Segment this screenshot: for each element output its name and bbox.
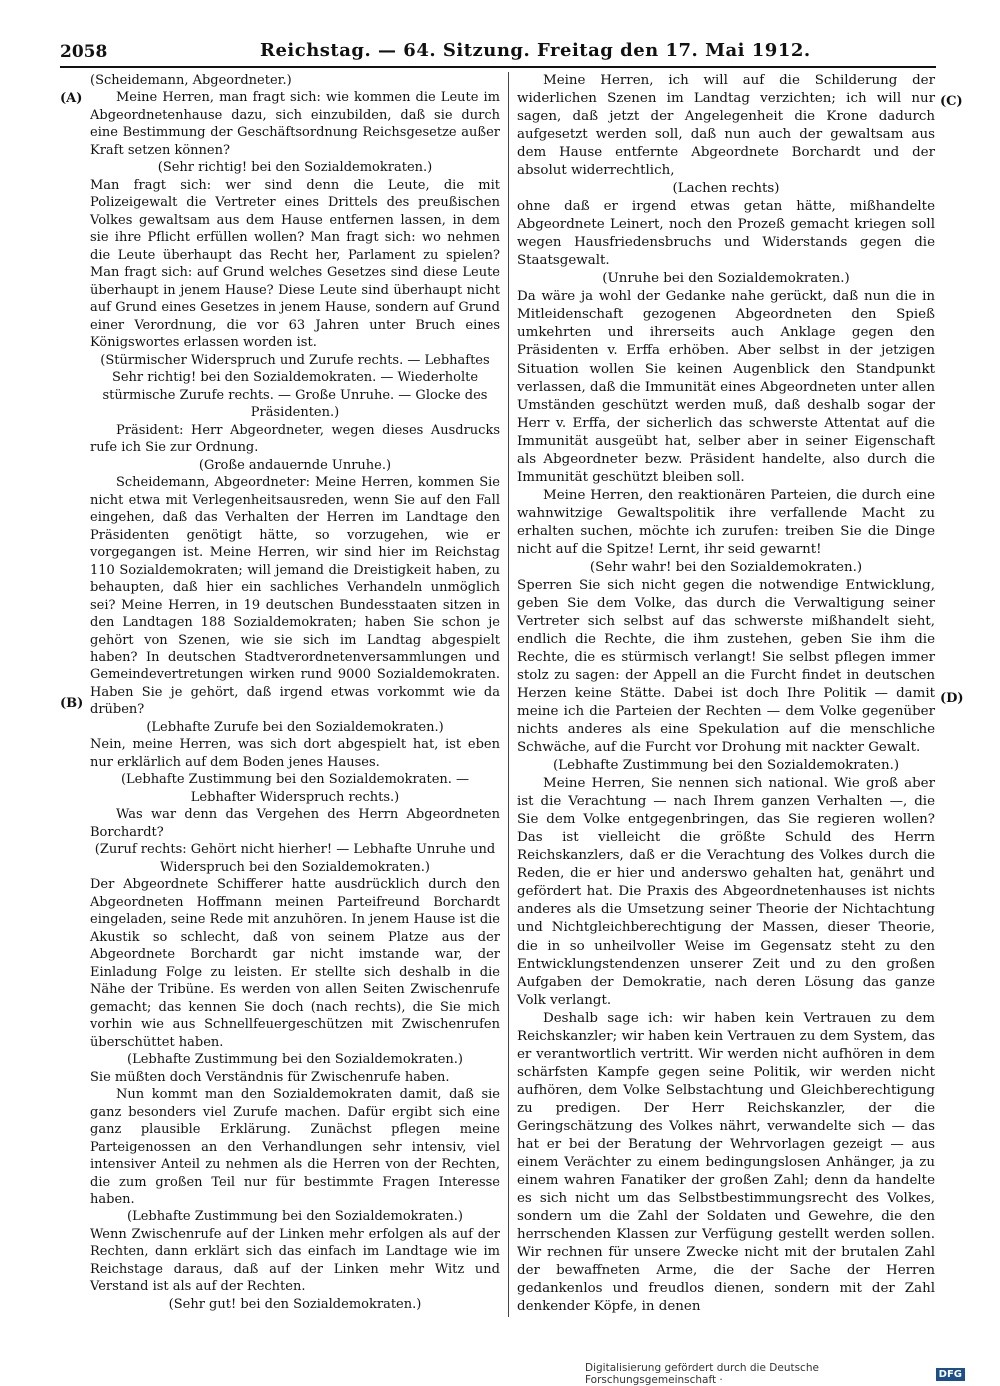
paragraph: Deshalb sage ich: wir haben kein Vertrauen zu dem Reichskanzler; wir haben kein Vertrauen zu dem System, das er verantwortlich vertritt. Wir werden nicht aufhören in dem schärfsten Kampfe gegen seine Politik, wir werden nicht aufhören, dem Volke Selbstachtung und Gleichberechtigung zu predigen. Der Herr Reichskanzler, der die Geringschätzung des Volkes nährt, verwandelte sich — das hat er bei der Beratung der Wehrvorlagen gezeigt — aus einem Verächter zu einem bedingungslosen Anhänger, ja zu einem wahren Fanatiker der großen Zahl; denn da handelte es sich nicht um das Selbstbestimmungsrecht des Volkes, sondern um die Zahl der Soldaten und Gewehre, die den herrschenden Klassen zur Verfügung gestellt werden sollen. Wir rechnen für unsere Zwecke nicht mit der brutalen Zahl der bewaffneten Arme, die der Sache der Herren gedankenlos und freudlos dienen, sondern mit der Zahl denkender Köpfe, in denen bbox=[517, 1010, 935, 1315]
paragraph: Was war denn das Vergehen des Herrn Abgeordneten Borchardt? bbox=[90, 807, 500, 840]
paragraph: Meine Herren, den reaktionären Parteien, die durch eine wahnwitzige Gewaltspolitik ihre verfallende Macht zu erhalten suchen, möchte ich zurufen: treiben Sie die Dinge nicht auf die Spitze! Lernt, ihr seid gewarnt! bbox=[517, 487, 935, 557]
paragraph: Wenn Zwischenrufe auf der Linken mehr erfolgen als auf der Rechten, dann erklärt sich das einfach im Landtage wie im Reichstage daraus, daß auf der Linken mehr Witz und Verstand ist als auf der Rechten. bbox=[90, 1226, 500, 1295]
footer-credit: Digitalisierung gefördert durch die Deutsche Forschungsgemeinschaft · bbox=[585, 1362, 819, 1386]
interjection: (Sehr richtig! bei den Sozialdemokraten.) bbox=[157, 160, 433, 176]
margin-marker-b: (B) bbox=[60, 696, 84, 711]
interjection: (Unruhe bei den Sozialdemokraten.) bbox=[602, 271, 850, 287]
interjection: (Stürmischer Widerspruch und Zurufe rechts. — Lebhaftes Sehr richtig! bei den Sozialdemokraten. — Wiederholte stürmische Zurufe rechts. — Große Unruhe. — Glocke des Präsidenten.) bbox=[100, 352, 490, 421]
paragraph: Man fragt sich: wer sind denn die Leute, die mit Polizeigewalt die Vertreter eines Drittels des preußischen Volkes gewaltsam aus dem Hause entfernen lassen, in dem sie ihre Pflicht erfüllen wollen? Man fragt sich: wo nehmen die Leute überhaupt das Recht her, Parlament zu spielen? Man fragt sich: auf Grund welches Gesetzes sind diese Leute überhaupt in jenem Hause? Diese Leute sind überhaupt nicht auf Grund eines Gesetzes in jenem Hause, sondern auf Grund einer Verordnung, die vor 63 Jahren unter Bruch eines Königswortes erlassen worden ist. bbox=[90, 177, 500, 351]
paragraph: Meine Herren, man fragt sich: wie kommen die Leute im Abgeordnetenhause dazu, sich einzubilden, daß sie durch eine Bestimmung der Geschäftsordnung Reichsgesetze außer Kraft setzen können? bbox=[90, 90, 500, 158]
page-number: 2058 bbox=[60, 42, 108, 62]
paragraph: Präsident: Herr Abgeordneter, wegen dieses Ausdrucks rufe ich Sie zur Ordnung. bbox=[90, 422, 500, 456]
interjection: (Lebhafte Zurufe bei den Sozialdemokraten.) bbox=[146, 719, 444, 735]
left-column bbox=[90, 72, 500, 1313]
interjection: (Lebhafte Zustimmung bei den Sozialdemokraten.) bbox=[552, 758, 900, 774]
interjection: (Sehr wahr! bei den Sozialdemokraten.) bbox=[589, 559, 863, 575]
paragraph: ohne daß er irgend etwas getan hätte, mißhandelte Abgeordnete Leinert, noch den Prozeß gemacht kriegen soll wegen Hausfriedensbruchs und Widerstands gegen die Staatsgewalt. bbox=[517, 199, 935, 269]
interjection: (Große andauernde Unruhe.) bbox=[198, 457, 392, 473]
paragraph: Der Abgeordnete Schifferer hatte ausdrücklich durch den Abgeordneten Hoffmann meinen Parteifreund Borchardt eingeladen, seine Rede mit anzuhören. In jenem Hause ist die Akustik so schlecht, daß von seinem Platze aus der Abgeordnete Borchardt gar nicht imstande war, der Einladung Folge zu leisten. Er stellte sich deshalb in die Nähe der Tribüne. Es werden von allen Seiten Zwischenrufe gemacht; das kennen Sie doch (nach rechts), die Sie mich vorhin wie aus Schnellfeuergeschützen mit Zwischenrufen überschüttet haben. bbox=[90, 877, 500, 1050]
interjection: (Sehr gut! bei den Sozialdemokraten.) bbox=[168, 1296, 422, 1312]
interjection: (Zuruf rechts: Gehört nicht hierher! — Lebhafte Unruhe und Widerspruch bei den Sozialdemokraten.) bbox=[94, 842, 496, 875]
header-rule bbox=[60, 66, 936, 68]
header-title: Reichstag. — 64. Sitzung. Freitag den 17. Mai 1912. bbox=[260, 39, 811, 61]
margin-marker-c: (C) bbox=[940, 94, 963, 109]
paragraph: Da wäre ja wohl der Gedanke nahe gerückt, daß nun die in Mitleidenschaft gezogenen Abgeordneten den Spieß umkehrten und ihrerseits auch Anklage gegen den Präsidenten v. Erffa erhöben. Aber selbst in der jetzigen Situation wollen Sie keinen Augenblick den Standpunkt verlassen, daß die Immunität eines Abgeordneten unter allen Umständen geschützt werden muß, daß deshalb sogar der Herr v. Erffa, der sicherlich das schwerste Attentat auf die Immunität ausgeübt hat, selber aber in seiner Eigenschaft als Abgeordneter bezw. Präsident handelte, also durch die Immunität geschützt bleiben soll. bbox=[517, 289, 935, 485]
paragraph: (Scheidemann, Abgeordneter.) bbox=[90, 73, 292, 88]
paragraph: Meine Herren, ich will auf die Schilderung der widerlichen Szenen im Landtag verzichten; ich will nur sagen, daß jetzt der Angelegenheit die Krone dadurch aufgesetzt werden soll, daß nun auch der gewaltsam aus dem Hause entfernte Abgeordnete Borchardt und der absolut widerrechtlich, bbox=[517, 73, 935, 179]
paragraph: Scheidemann, Abgeordneter: Meine Herren, kommen Sie nicht etwa mit Verlegenheitsausreden, wenn Sie auf den Fall eingehen, daß das Verhalten der Herren im Landtage den Präsidenten genötigt hätte, so vorzugehen, wie er vorgegangen ist. Meine Herren, wir sind hier im Reichstag 110 Sozialdemokraten; will jemand die Dreistigkeit haben, zu behaupten, daß hier ein sachliches Verhandeln unmöglich sei? Meine Herren, in 19 deutschen Bundesstaaten sitzen in den Landtagen 188 Sozialdemokraten; haben Sie schon je gehört von Szenen, wie sie sich im Landtag abgespielt haben? In deutschen Stadtverordnetenversammlungen und Gemeindevertretungen wirken rund 9000 Sozialdemokraten. Haben Sie je gehört, daß irgend etwas vorkommt wie da drüben? bbox=[90, 475, 500, 718]
running-header bbox=[90, 36, 926, 64]
interjection: (Lebhafte Zustimmung bei den Sozialdemokraten.) bbox=[127, 1052, 463, 1068]
footer bbox=[585, 1362, 965, 1386]
dfg-logo: DFG bbox=[936, 1368, 965, 1381]
column-divider bbox=[508, 72, 509, 1317]
paragraph: Sperren Sie sich nicht gegen die notwendige Entwicklung, geben Sie dem Volke, das durch die Verwaltigung seiner Vertreter sich selbst auf das schwerste mißhandelt sieht, endlich die Rechte, die ihm zustehen, geben Sie ihm die Rechte, die es stürmisch verlangt! Sie selbst pflegen immer stolz zu sagen: der Appell an die Furcht findet in deutschen Herzen keine Stätte. Dabei ist doch Ihre Politik — damit meine ich die Parteien der Rechten — dem Volke gegenüber nichts anderes als eine Spekulation auf die menschliche Schwäche, auf die Furcht vor Drohung mit nackter Gewalt. bbox=[517, 577, 935, 756]
paragraph: Nun kommt man den Sozialdemokraten damit, daß sie ganz besonders viel Zurufe machen. Dafür ergibt sich eine ganz plausible Erklärung. Zunächst pflegen meine Parteigenossen an den Verhandlungen sehr intensiv, viel intensiver Anteil zu nehmen als die Herren von der Rechten, die zum großen Teil nur für bestimmte Fragen Interesse haben. bbox=[90, 1087, 500, 1207]
paragraph: Nein, meine Herren, was sich dort abgespielt hat, ist eben nur erklärlich auf dem Boden jenes Hauses. bbox=[90, 737, 500, 770]
interjection: (Lachen rechts) bbox=[672, 181, 780, 197]
margin-marker-d: (D) bbox=[940, 691, 964, 706]
margin-marker-a: (A) bbox=[60, 91, 83, 106]
paragraph: Sie müßten doch Verständnis für Zwischenrufe haben. bbox=[90, 1069, 450, 1085]
interjection: (Lebhafte Zustimmung bei den Sozialdemokraten. — Lebhafter Widerspruch rechts.) bbox=[120, 772, 470, 805]
right-column bbox=[517, 72, 935, 1316]
paragraph: Meine Herren, Sie nennen sich national. Wie groß aber ist die Verachtung — nach Ihrem ganzen Verhalten —, die Sie dem Volke entgegenbringen, das Sie regieren wollen? Das ist vielleicht die größte Schuld des Herrn Reichskanzlers, daß er die Verachtung des Volkes durch die Reden, die er hier und anderswo gehalten hat, genährt und gefördert hat. Die Praxis des Abgeordnetenhauses ist nichts anderes als die Umsetzung seiner Theorie der Nichtachtung und Nichtgleichberechtigung der Massen, dieser Theorie, die in so unheilvoller Weise im Gegensatz steht zu den Entwicklungstendenzen unserer Zeit und zu den großen Aufgaben der Demokratie, nach deren Lösung das ganze Volk verlangt. bbox=[517, 776, 935, 1008]
interjection: (Lebhafte Zustimmung bei den Sozialdemokraten.) bbox=[127, 1209, 463, 1225]
